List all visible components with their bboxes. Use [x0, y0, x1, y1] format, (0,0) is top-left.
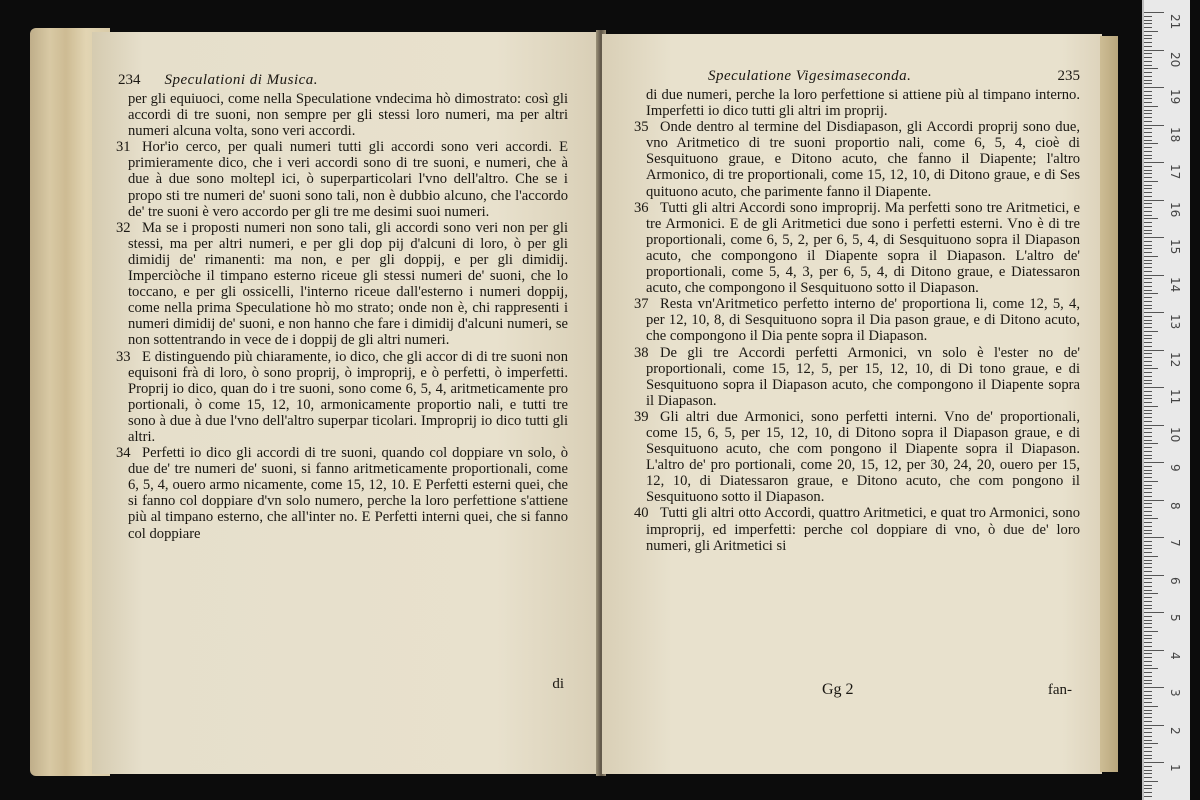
ruler-tick [1144, 530, 1152, 531]
ruler-tick [1144, 425, 1164, 426]
ruler-label: 4 [1168, 651, 1182, 660]
ruler-tick [1144, 413, 1152, 414]
ruler-tick [1144, 136, 1152, 137]
ruler-tick [1144, 365, 1152, 366]
paragraph [634, 119, 1080, 200]
ruler-tick [1144, 492, 1152, 493]
ruler-tick [1144, 695, 1152, 696]
ruler-label: 13 [1168, 314, 1182, 330]
ruler-tick [1144, 222, 1152, 223]
ruler-tick [1144, 293, 1158, 294]
paragraph-number: 40 [634, 505, 649, 522]
ruler-tick [1144, 462, 1164, 463]
ruler-tick [1144, 128, 1152, 129]
ruler-tick [1144, 402, 1152, 403]
ruler-tick [1144, 192, 1152, 193]
ruler-tick [1144, 560, 1152, 561]
ruler-tick [1144, 623, 1152, 624]
right-page-number: 235 [1057, 68, 1080, 84]
paragraph-text: Onde dentro al termine del Disdiapason, gli Accordi proprij sono due, vno Aritmetico di tre suoni proportio nali, come 6, 5, 4, cioè di Sesquituono graue, e Ditono acuto, che fanno il Diapente; l'altro Armonico, di tre proportionali, come 15, 12, 10, di Ditono graue, e di Ses quituono acuto, che parimente fanno il Diapente. [646, 119, 1080, 200]
ruler-tick [1144, 668, 1158, 669]
ruler-tick [1144, 466, 1152, 467]
ruler-tick [1144, 65, 1152, 66]
left-page [92, 32, 598, 774]
ruler-tick [1144, 627, 1152, 628]
ruler-tick [1144, 31, 1158, 32]
ruler-tick [1144, 661, 1152, 662]
ruler-tick [1144, 132, 1152, 133]
ruler-tick [1144, 106, 1158, 107]
ruler-tick [1144, 23, 1152, 24]
paragraph [646, 87, 1080, 119]
ruler-tick [1144, 87, 1164, 88]
ruler-tick [1144, 346, 1152, 347]
ruler-tick [1144, 620, 1152, 621]
ruler-tick [1144, 297, 1152, 298]
ruler-tick [1144, 545, 1152, 546]
ruler-tick [1144, 762, 1164, 763]
paragraph-text: Hor'io cerco, per quali numeri tutti gli accordi sono veri accordi. E primieramente dico, che i veri accordi sono di tre suoni, e numeri, che à due à due sono moltepl ici, ò superparticolari l'vno dell'altro. Che se i propo sti tre numeri de' suoni sono tali, non è dubbio alcuno, che l'accordo de' tre suoni è vero accordo per gli tre me desimi suoi numeri. [128, 139, 568, 220]
ruler-tick [1144, 211, 1152, 212]
ruler-tick [1144, 140, 1152, 141]
ruler-tick [1144, 736, 1152, 737]
ruler-tick [1144, 796, 1152, 797]
ruler-tick [1144, 788, 1152, 789]
ruler-tick [1144, 608, 1152, 609]
ruler-tick [1144, 522, 1152, 523]
ruler-label: 6 [1168, 576, 1182, 585]
ruler-tick [1144, 447, 1152, 448]
ruler-tick [1144, 218, 1158, 219]
paragraph [634, 296, 1080, 345]
ruler-label: 11 [1168, 389, 1182, 405]
paragraph-text: Gli altri due Armonici, sono perfetti interni. Vno de' proportionali, come 15, 6, 5, per 15, 12, 10, di Ditono sopra il Diapason graue, e di Sesquituono acuto, che com pongono il Diapente sopra il Diapason. L'altro de' pro portionali, come 20, 15, 12, per 30, 24, 20, ouero per 15, 12, 10, di Diatessaron graue, e Ditono acuto, che com pongono il Sesquituono sotto il Diapason. [646, 408, 1080, 506]
ruler-tick [1144, 162, 1164, 163]
ruler-tick [1144, 477, 1152, 478]
ruler-tick [1144, 207, 1152, 208]
ruler-label: 8 [1168, 501, 1182, 510]
ruler-tick [1144, 230, 1152, 231]
ruler-label: 16 [1168, 201, 1182, 217]
ruler-tick [1144, 185, 1152, 186]
ruler-tick [1144, 151, 1152, 152]
paragraph-number: 32 [116, 219, 131, 236]
ruler-tick [1144, 473, 1152, 474]
ruler-tick [1144, 631, 1158, 632]
ruler-tick [1144, 642, 1152, 643]
ruler-tick [1144, 368, 1158, 369]
ruler-tick [1144, 785, 1152, 786]
ruler-tick [1144, 181, 1158, 182]
paragraph-number: 31 [116, 139, 131, 156]
ruler-tick [1144, 395, 1152, 396]
ruler-tick [1144, 665, 1152, 666]
ruler-tick [1144, 672, 1152, 673]
ruler-tick [1144, 125, 1164, 126]
ruler-tick [1144, 421, 1152, 422]
ruler-tick [1144, 552, 1152, 553]
ruler-tick [1144, 773, 1152, 774]
paragraph-text: per gli equiuoci, come nella Speculatione vndecima hò dimostrato: così gli accordi di tre suoni, non sempre per gli stessi loro numeri, ma per altri numeri alcuna volta, sono veri accordi. [128, 91, 568, 140]
ruler-tick [1144, 350, 1164, 351]
ruler-tick [1144, 260, 1152, 261]
ruler-tick [1144, 571, 1152, 572]
ruler-tick [1144, 188, 1152, 189]
ruler-tick [1144, 35, 1152, 36]
ruler-tick [1144, 271, 1152, 272]
left-running-title: Speculationi di Musica. [164, 72, 319, 88]
ruler-tick [1144, 372, 1152, 373]
ruler-tick [1144, 256, 1158, 257]
paragraph-text: di due numeri, perche la loro perfettione si attiene più al timpano interno. Imperfetti io dico tutti gli altri im proprij. [646, 87, 1080, 120]
ruler-tick [1144, 110, 1152, 111]
ruler-tick [1144, 177, 1152, 178]
ruler-tick [1144, 676, 1152, 677]
ruler-tick [1144, 158, 1152, 159]
ruler-tick [1144, 638, 1152, 639]
ruler-label: 10 [1168, 426, 1182, 442]
ruler-tick [1144, 121, 1152, 122]
ruler-tick [1144, 635, 1152, 636]
ruler-tick [1144, 286, 1152, 287]
paragraph-number: 38 [634, 344, 649, 361]
paragraph-number: 39 [634, 408, 649, 425]
ruler-tick [1144, 16, 1152, 17]
paragraph [634, 199, 1080, 297]
ruler-tick [1144, 342, 1152, 343]
ruler-tick [1144, 511, 1152, 512]
paragraph-text: Ma se i proposti numeri non sono tali, gli accordi sono veri non per gli stessi, ma per altri numeri, e per gli dop pij d'alcuni di loro, ò per gli dimidij de' rimanenti: ma non, e per gli doppij, e per gli dimidij. Imperciòche il timpano esterno riceue gli stessi numeri de' suoni, che lo toccano, e per gli ossicelli, l'interno riceue dall'esterno i numeri doppij, come nella prima Speculatione hò mo strato; onde non è, chi rappresenti i numeri dimidij de' suoni, e non hanno che fare i dimidij d'alcuni numeri, se non sottentrando in vece de i doppij de gli altri numeri. [128, 219, 568, 349]
ruler-tick [1144, 267, 1152, 268]
ruler-label: 14 [1168, 276, 1182, 292]
ruler-tick [1144, 38, 1152, 39]
paragraph-number: 34 [116, 445, 131, 462]
right-page-edges [1100, 36, 1118, 772]
ruler-tick [1144, 398, 1152, 399]
paragraph [634, 505, 1080, 554]
ruler-tick [1144, 755, 1152, 756]
ruler-tick [1144, 391, 1152, 392]
ruler-tick [1144, 710, 1152, 711]
paragraph-number: 36 [634, 199, 649, 216]
left-page-number: 234 [118, 72, 141, 88]
ruler-tick [1144, 406, 1158, 407]
ruler-tick [1144, 743, 1158, 744]
ruler-label: 15 [1168, 239, 1182, 255]
ruler-tick [1144, 173, 1152, 174]
ruler-tick [1144, 91, 1152, 92]
ruler-tick [1144, 721, 1152, 722]
ruler-tick [1144, 83, 1152, 84]
ruler-tick [1144, 653, 1152, 654]
ruler-tick [1144, 582, 1152, 583]
paragraph-text: Resta vn'Aritmetico perfetto interno de' proportiona li, come 12, 5, 4, per 12, 10, 8, di Sesquituono sopra il Dia pason graue, e di Ditono acuto, che compongono il Dia pente sopra il Diapason. [646, 296, 1080, 345]
ruler-tick [1144, 481, 1158, 482]
ruler-tick [1144, 241, 1152, 242]
ruler-tick [1144, 440, 1152, 441]
ruler-tick [1144, 252, 1152, 253]
paragraph-text: E distinguendo più chiaramente, io dico, che gli accor di di tre suoni non equisoni frà di loro, ò sono proprij, ò improprij, e ò perfetti, ò imperfetti. Proprij io dico, quan do i tre suoni, sono come 6, 5, 4, aritmeticamente pro portionali, ò come 15, 12, 10, armonicamente proportio nali, e tutti tre sono à due à due l'vno dell'altro superpar ticolari. Improprij io dico tutti gli altri. [128, 348, 568, 445]
ruler-tick [1144, 496, 1152, 497]
ruler-label: 9 [1168, 464, 1182, 472]
ruler-tick [1144, 616, 1152, 617]
ruler-tick [1144, 781, 1158, 782]
ruler-tick [1144, 578, 1152, 579]
ruler-tick [1144, 338, 1152, 339]
ruler-tick [1144, 698, 1152, 699]
ruler-tick [1144, 335, 1152, 336]
ruler-tick [1144, 725, 1164, 726]
ruler-tick [1144, 196, 1152, 197]
ruler-tick [1144, 432, 1152, 433]
ruler-tick [1144, 147, 1152, 148]
ruler-tick [1144, 470, 1152, 471]
ruler-tick [1144, 200, 1164, 201]
ruler-tick [1144, 410, 1152, 411]
ruler-tick [1144, 282, 1152, 283]
ruler-tick [1144, 57, 1152, 58]
left-running-head [118, 72, 568, 89]
ruler-tick [1144, 331, 1158, 332]
ruler-label: 5 [1168, 614, 1182, 622]
ruler-tick [1144, 601, 1152, 602]
ruler-tick [1144, 586, 1152, 587]
ruler-tick [1144, 515, 1152, 516]
ruler-tick [1144, 526, 1152, 527]
ruler-tick [1144, 76, 1152, 77]
ruler-label: 17 [1168, 164, 1182, 180]
ruler-tick [1144, 488, 1152, 489]
ruler-tick [1144, 312, 1164, 313]
paragraph-text: Tutti gli altri Accordi sono improprij. Ma perfetti sono tre Aritmetici, e tre Armonici. E de gli Aritmetici due sono i perfetti esterni. Vno è di tre proportionali, come 6, 5, 2, per 6, 5, 4, di Sesquituono sopra il Diapason acuto, che compongono il Diapente sopra il Diapason. L'altro de' proportionali, come 5, 4, 3, per 6, 5, 4, di Ditono graue, e Diatessaron acuto, che compongono il Sesquituono sotto il Diapason. [646, 199, 1080, 297]
ruler-tick [1144, 728, 1152, 729]
ruler-tick [1144, 770, 1152, 771]
ruler-tick [1144, 12, 1164, 13]
ruler-tick [1144, 215, 1152, 216]
ruler-tick [1144, 428, 1152, 429]
ruler-tick [1144, 485, 1152, 486]
ruler-tick [1144, 443, 1158, 444]
ruler-tick [1144, 380, 1152, 381]
ruler-tick [1144, 563, 1152, 564]
paragraph-number: 33 [116, 348, 131, 365]
ruler-tick [1144, 72, 1152, 73]
ruler-tick [1144, 777, 1152, 778]
ruler-tick [1144, 612, 1164, 613]
signature-mark: Gg 2 [822, 681, 854, 698]
right-catchword: fan- [1047, 682, 1072, 698]
ruler-tick [1144, 80, 1152, 81]
ruler-tick [1144, 68, 1158, 69]
ruler-tick [1144, 593, 1158, 594]
left-page-text [116, 91, 568, 542]
ruler-tick [1144, 706, 1158, 707]
ruler-tick [1144, 61, 1152, 62]
right-page [602, 34, 1102, 774]
ruler-tick [1144, 50, 1164, 51]
ruler-tick [1144, 155, 1152, 156]
ruler-tick [1144, 387, 1164, 388]
ruler-tick [1144, 541, 1152, 542]
right-running-title: Speculatione Vigesimaseconda. [708, 68, 912, 84]
ruler-label: 21 [1168, 14, 1182, 30]
ruler-tick [1144, 98, 1152, 99]
ruler-tick [1144, 740, 1152, 741]
ruler-tick [1144, 567, 1152, 568]
paragraph [128, 91, 568, 139]
ruler-label: 20 [1168, 51, 1182, 67]
ruler-tick [1144, 503, 1152, 504]
ruler-tick [1144, 691, 1152, 692]
ruler-tick [1144, 166, 1152, 167]
ruler-tick [1144, 233, 1152, 234]
ruler-tick [1144, 713, 1152, 714]
ruler-label: 1 [1168, 764, 1182, 772]
ruler-tick [1144, 95, 1152, 96]
ruler-tick [1144, 203, 1152, 204]
paragraph [116, 445, 568, 542]
ruler-tick [1144, 683, 1152, 684]
ruler-tick [1144, 361, 1152, 362]
paragraph-text: De gli tre Accordi perfetti Armonici, vn solo è l'ester no de' proportionali, come 15, 12, 5, per 15, 12, 10, di Di tono graue, e di Sesquituono sopra il Diapason acuto, che compongono il Diapente sopra il Diapason. [646, 344, 1080, 409]
ruler-tick [1144, 290, 1152, 291]
ruler-label: 7 [1168, 539, 1182, 547]
ruler-tick [1144, 548, 1152, 549]
ruler-tick [1144, 575, 1164, 576]
ruler-tick [1144, 327, 1152, 328]
ruler-tick [1144, 500, 1164, 501]
paragraph-number: 35 [634, 119, 649, 136]
ruler-tick [1144, 42, 1152, 43]
right-page-text [634, 87, 1080, 554]
ruler-tick [1144, 320, 1152, 321]
ruler-tick [1144, 507, 1152, 508]
ruler-tick [1144, 20, 1152, 21]
ruler-label: 2 [1168, 726, 1182, 735]
ruler-tick [1144, 53, 1152, 54]
ruler-tick [1144, 278, 1152, 279]
ruler-tick [1144, 323, 1152, 324]
ruler-tick [1144, 751, 1152, 752]
ruler-tick [1144, 376, 1152, 377]
ruler-label: 3 [1168, 689, 1182, 697]
ruler-tick [1144, 657, 1152, 658]
ruler-tick [1144, 458, 1152, 459]
ruler-tick [1144, 687, 1164, 688]
paragraph [634, 344, 1080, 409]
ruler-tick [1144, 717, 1152, 718]
ruler-tick [1144, 597, 1152, 598]
ruler-tick [1144, 46, 1152, 47]
ruler-tick [1144, 316, 1152, 317]
ruler-tick [1144, 301, 1152, 302]
ruler-tick [1144, 436, 1152, 437]
measurement-ruler [1142, 0, 1190, 800]
ruler-tick [1144, 533, 1152, 534]
ruler-tick [1144, 605, 1152, 606]
ruler-tick [1144, 263, 1152, 264]
paragraph-text: Tutti gli altri otto Accordi, quattro Aritmetici, e quat tro Armonici, sono improprij, ed imperfetti: perche col doppiare di vno, ò due de' loro numeri, gli Aritmetici si [646, 505, 1080, 554]
ruler-label: 12 [1168, 351, 1182, 367]
paragraph-text: Perfetti io dico gli accordi di tre suoni, quando col doppiare vn solo, ò due de' tre numeri de' suoni, si fanno aritmeticamente proportionali, come 6, 5, 4, ouero armo nicamente, come 15, 12, 10. E Perfetti esterni quei, che si fanno col doppiare d'vn solo numero, perche la loro perfettione s'attiene più al timpano esterno, che all'inter no. E Perfetti interni quei, che si fanno col doppiare [128, 445, 568, 542]
ruler-tick [1144, 792, 1152, 793]
right-running-head [632, 68, 1080, 85]
ruler-tick [1144, 766, 1152, 767]
ruler-tick [1144, 747, 1152, 748]
ruler-tick [1144, 27, 1152, 28]
ruler-tick [1144, 646, 1152, 647]
ruler-label: 19 [1168, 89, 1182, 105]
ruler-tick [1144, 650, 1164, 651]
ruler-tick [1144, 680, 1152, 681]
ruler-tick [1144, 102, 1152, 103]
ruler-tick [1144, 702, 1152, 703]
ruler-label: 18 [1168, 126, 1182, 142]
ruler-tick [1144, 353, 1152, 354]
ruler-tick [1144, 383, 1152, 384]
ruler-tick [1144, 245, 1152, 246]
ruler-tick [1144, 117, 1152, 118]
ruler-tick [1144, 113, 1152, 114]
ruler-tick [1144, 451, 1152, 452]
ruler-tick [1144, 758, 1152, 759]
ruler-tick [1144, 732, 1152, 733]
paragraph-number: 37 [634, 296, 649, 313]
ruler-tick [1144, 556, 1158, 557]
ruler-tick [1144, 237, 1164, 238]
ruler-tick [1144, 308, 1152, 309]
ruler-tick [1144, 455, 1152, 456]
left-catchword: di [552, 676, 564, 692]
ruler-tick [1144, 226, 1152, 227]
ruler-tick [1144, 417, 1152, 418]
ruler-tick [1144, 170, 1152, 171]
ruler-tick [1144, 248, 1152, 249]
paragraph [116, 139, 568, 220]
ruler-tick [1144, 275, 1164, 276]
ruler-tick [1144, 537, 1164, 538]
paragraph [116, 348, 568, 446]
ruler-tick [1144, 357, 1152, 358]
paragraph [634, 408, 1080, 506]
ruler-tick [1144, 518, 1158, 519]
ruler-tick [1144, 143, 1158, 144]
paragraph [116, 219, 568, 349]
ruler-tick [1144, 305, 1152, 306]
ruler-tick [1144, 590, 1152, 591]
